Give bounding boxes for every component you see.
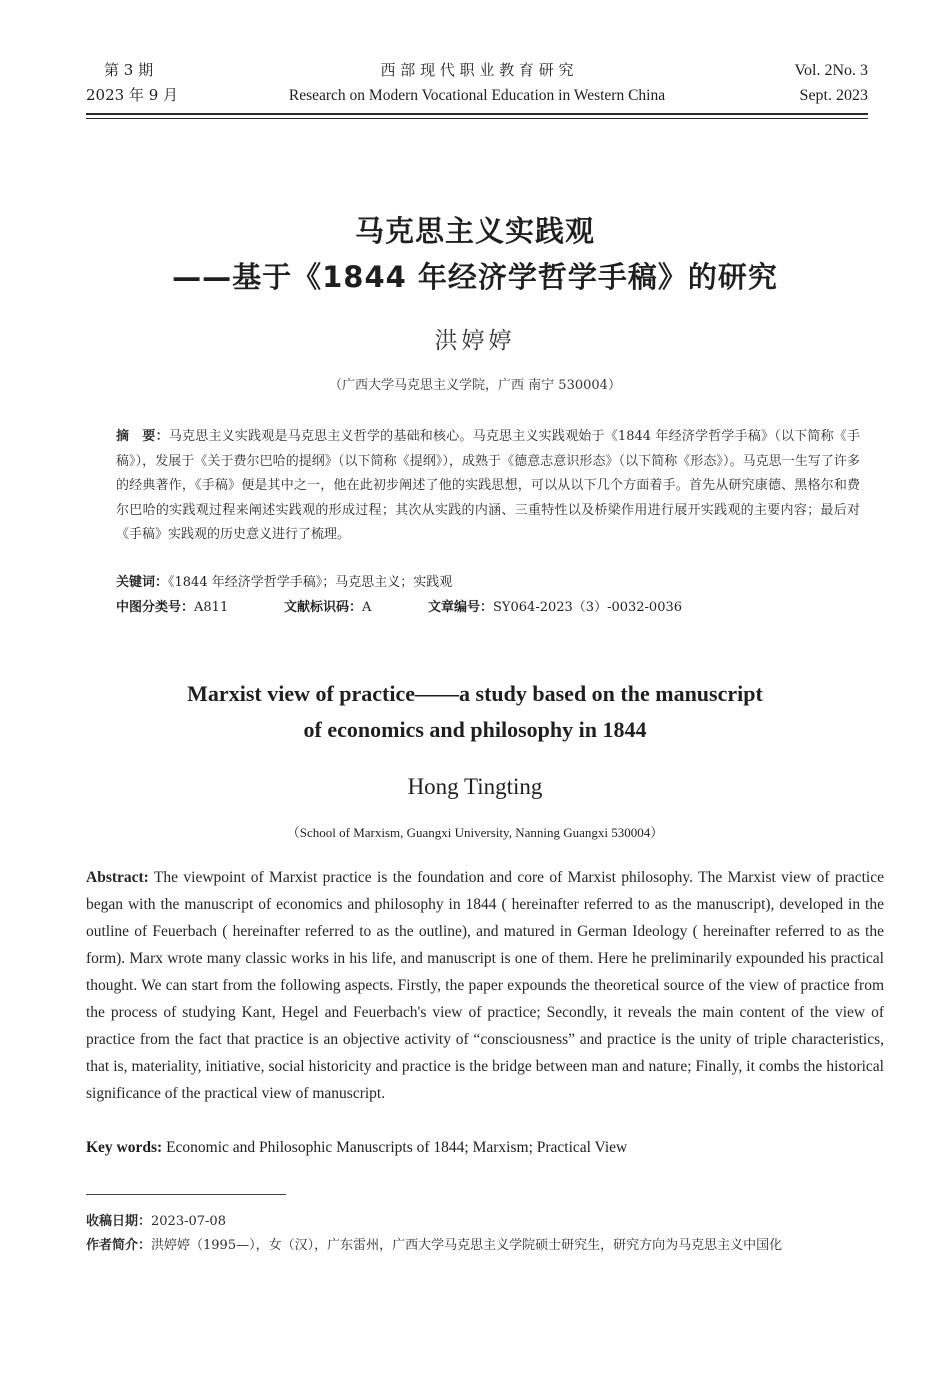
issue-number: 第 3 期: [104, 61, 154, 79]
header-right: [795, 58, 869, 108]
clc-entry: [116, 597, 228, 619]
cn-abstract: [116, 425, 860, 548]
header-center: [86, 58, 868, 108]
en-keywords-label: Key words:: [86, 1139, 163, 1156]
cn-title-line1: 马克思主义实践观: [354, 214, 595, 248]
cn-keywords-label: 关键词：: [116, 575, 169, 590]
cn-keywords: [116, 572, 860, 594]
article-no-label: 文章编号：: [428, 600, 494, 615]
volume-number: Vol. 2No. 3: [794, 62, 868, 79]
header-rule-thick: [86, 113, 868, 115]
author-bio-label: 作者简介：: [86, 1238, 152, 1253]
clc-value: A811: [194, 600, 229, 615]
article-no-value: SY064-2023（3）-0032-0036: [493, 600, 683, 615]
cn-abstract-text: 马克思主义实践观是马克思主义哲学的基础和核心。马克思主义实践观始于《1844 年经济学哲学手稿》（以下简称《手稿》），发展于《关于费尔巴哈的提纲》（以下简称《提纲》），成熟于《德意志意识形态》（以下简称《形态》）。马克思一生写了许多的经典著作，《手稿》便是其中之一，他在此初步阐述了他的实践思想，可以从以下几个方面着手。首先从研究康德、黑格尔和费尔巴哈的实践观过程来阐述实践观的形成过程；其次从实践的内涵、三重特性以及桥梁作用进行展开实践观的主要内容；最后对《手稿》实践观的历史意义进行了梳理。: [116, 429, 860, 542]
en-author: Hong Tingting: [407, 774, 543, 799]
received-date: 2023-07-08: [151, 1214, 226, 1229]
en-keywords: [86, 1134, 884, 1161]
doc-code-label: 文献标识码：: [284, 600, 363, 615]
issue-date-en: Sept. 2023: [799, 87, 868, 104]
doc-code-value: A: [362, 600, 372, 615]
issue-date-cn: 2023 年 9 月: [86, 86, 179, 104]
en-affiliation: （School of Marxism, Guangxi University, Nanning Guangxi 530004）: [286, 825, 664, 840]
cn-title-line2: ——基于《1844 年经济学哲学手稿》的研究: [172, 260, 778, 294]
en-title-line1: Marxist view of practice——a study based on the manuscript: [187, 681, 763, 706]
author-bio-text: 洪婷婷（1995—），女（汉），广东雷州，广西大学马克思主义学院硕士研究生，研究方向为马克思主义中国化: [151, 1238, 783, 1253]
en-title-line2: of economics and philosophy in 1844: [303, 717, 647, 742]
cn-title: [0, 208, 950, 300]
cn-author: 洪婷婷: [434, 328, 516, 354]
footnote-received: [86, 1211, 890, 1233]
en-abstract-text: The viewpoint of Marxist practice is the foundation and core of Marxist philosophy. The Marxist view of practice began with the manuscript of economics and philosophy in 1844 ( hereinafter referred to as the manuscript), developed in the outline of Feuerbach ( hereinafter referred to as the outline), and matured in German Ideology ( hereinafter referred to as the form). Marx wrote many classic works in his life, and manuscript is one of them. Here he preliminarily expounded his practical thought. We can start from the following aspects. Firstly, the paper expounds the theoretical source of the view of practice from the process of studying Kant, Hegel and Feuerbach's view of practice; Secondly, it reveals the main content of the view of practice from the fact that practice is an objective activity of “consciousness” and practice is the unity of triple characteristics, that is, materiality, initiative, social historicity and practice is the bridge between man and nature; Finally, it combs the historical significance of the practical view of manuscript.: [86, 869, 884, 1102]
en-keywords-text: Economic and Philosophic Manuscripts of 1844; Marxism; Practical View: [162, 1139, 628, 1156]
en-title: [0, 676, 950, 748]
article-no-entry: [428, 597, 682, 619]
en-abstract-label: Abstract:: [86, 869, 149, 886]
doc-code-entry: [284, 597, 371, 619]
footnote-rule: [86, 1194, 286, 1195]
en-abstract: [86, 864, 884, 1107]
running-header: [86, 58, 868, 114]
journal-name-en: Research on Modern Vocational Education in Western China: [288, 87, 666, 104]
cn-affiliation: （广西大学马克思主义学院，广西 南宁 530004）: [329, 378, 621, 393]
journal-name-cn: 西 部 现 代 职 业 教 育 研 究: [380, 61, 574, 79]
cn-abstract-label: 摘 要：: [116, 429, 169, 444]
received-label: 收稿日期：: [86, 1214, 152, 1229]
footnote-author-bio: [86, 1235, 890, 1257]
clc-label: 中图分类号：: [116, 600, 195, 615]
cn-keywords-text: 《1844 年经济学哲学手稿》；马克思主义；实践观: [168, 575, 453, 590]
header-rule-thin: [86, 118, 868, 119]
